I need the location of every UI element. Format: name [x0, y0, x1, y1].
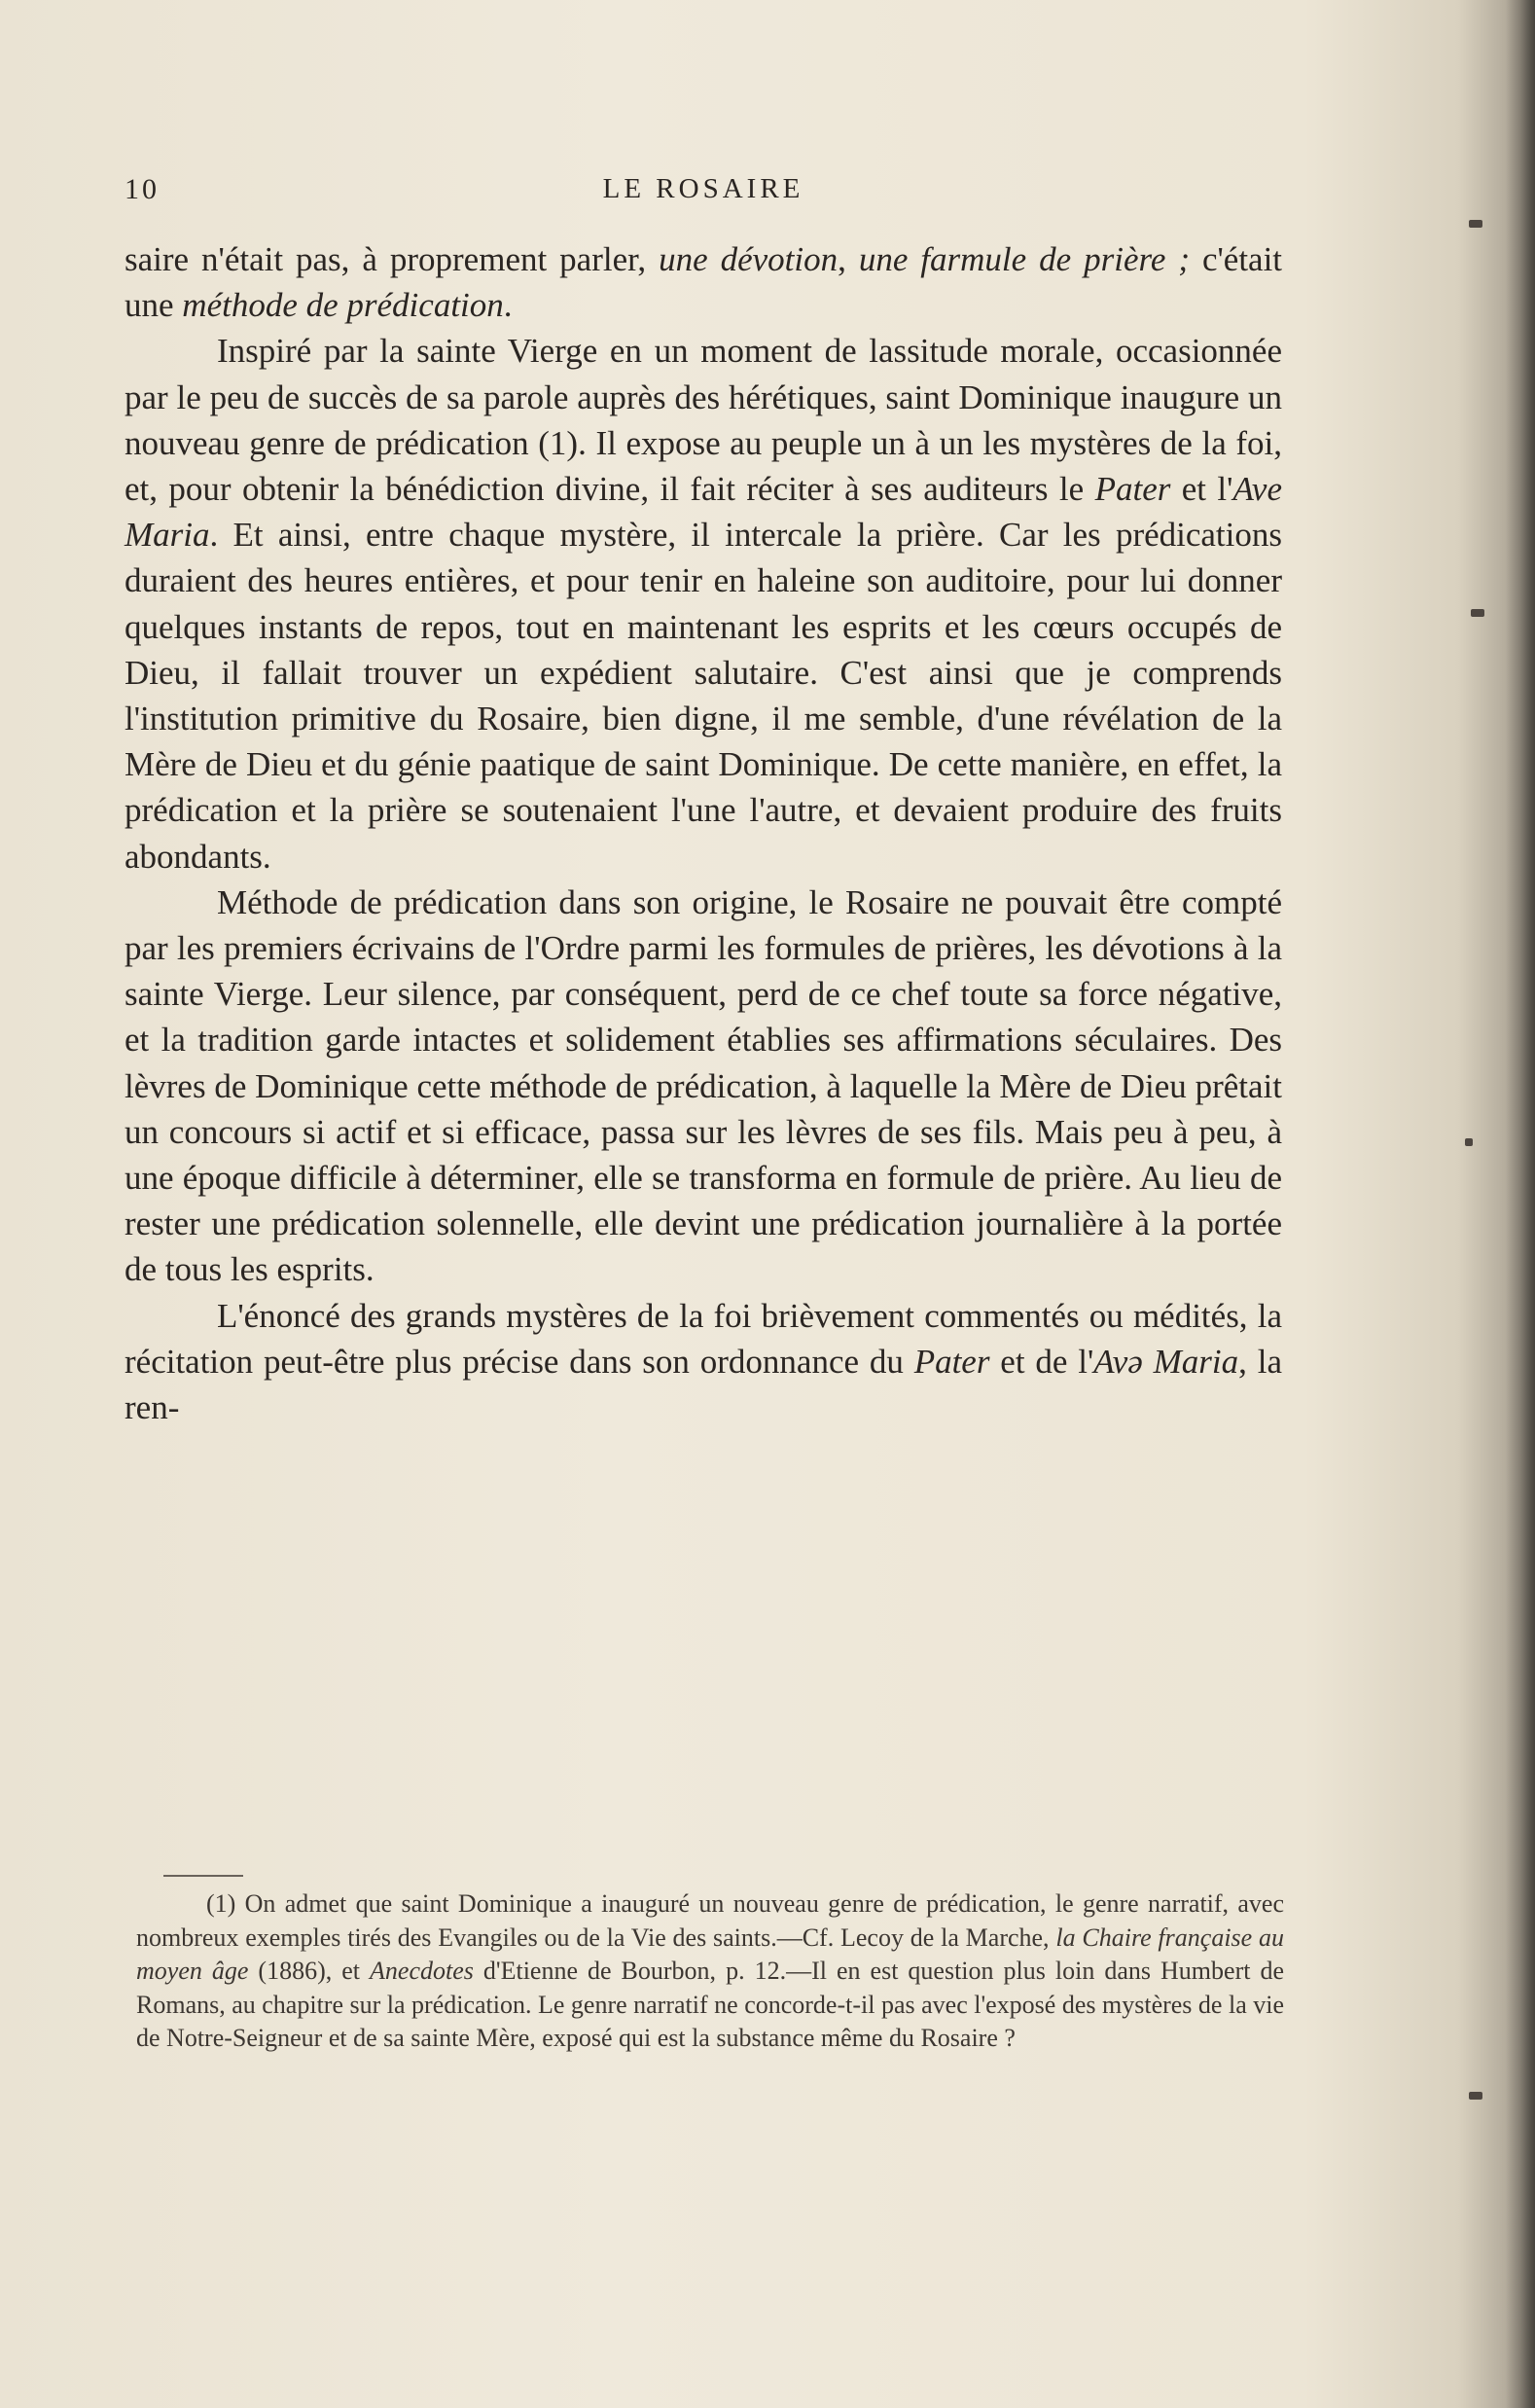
- running-title: LE ROSAIRE: [602, 173, 804, 204]
- paragraph-3: Méthode de prédication dans son origine, le Rosaire ne pouvait être compté par les premiers écrivains de l'Ordre parmi les formules de prières, les dévotions à la sainte Vierge. Leur silence, par conséquent, perd de ce chef toute sa force négative, et la tradition garde intactes et solidement établies ses affirmations séculaires. Des lèvres de Dominique cette méthode de prédication, à laquelle la Mère de Dieu prêtait un concours si actif et si efficace, passa sur les lèvres de ses fils. Mais peu à peu, à une époque difficile à déterminer, elle se transforma en formule de prière. Au lieu de rester une prédication solennelle, elle devint une prédication journalière à la portée de tous les esprits.: [125, 882, 1282, 1289]
- paragraph-1: saire n'était pas, à proprement parler, une dévotion, une farmule de prière ; c'était une méthode de prédication.: [125, 240, 1283, 325]
- body-text: [125, 236, 1282, 1430]
- margin-mark: [1469, 220, 1482, 228]
- page-gutter-shadow: [1506, 0, 1535, 2408]
- paragraph-4: L'énoncé des grands mystères de la foi brièvement commentés ou médités, la récitation peut-être plus précise dans son ordonnance du Pater et de l'Avə Maria, la ren-: [125, 1296, 1282, 1427]
- footnote: (1) On admet que saint Dominique a inauguré un nouveau genre de prédication, le genre narratif, avec nombreux exemples tirés des Evangiles ou de la Vie des saints.—Cf. Lecoy de la Marche, la Chaire française au moyen âge (1886), et Anecdotes d'Etienne de Bourbon, p. 12.—Il en est question plus loin dans Humbert de Romans, au chapitre sur la prédication. Le genre narratif ne concorde-t-il pas avec l'exposé des mystères de la vie de Notre-Seigneur et de sa sainte Mère, exposé qui est la substance même du Rosaire ?: [136, 1889, 1284, 2052]
- footnote-rule: [163, 1875, 243, 1877]
- page-header: [125, 173, 1282, 212]
- margin-mark: [1471, 609, 1484, 617]
- page-number: 10: [125, 173, 160, 205]
- margin-mark: [1469, 2092, 1482, 2100]
- margin-mark: [1465, 1138, 1473, 1146]
- paragraph-2: Inspiré par la sainte Vierge en un moment de lassitude morale, occasionnée par le peu de succès de sa parole auprès des hérétiques, saint Dominique inaugure un nouveau genre de prédication (1). Il expose au peuple un à un les mystères de la foi, et, pour obtenir la bénédiction divine, il fait réciter à ses auditeurs le Pater et l'Ave Maria. Et ainsi, entre chaque mystère, il intercale la prière. Car les prédications duraient des heures entières, et pour tenir en haleine son auditoire, pour lui donner quelques instants de repos, tout en maintenant les esprits et les cœurs occupés de Dieu, il fallait trouver un expédient salutaire. C'est ainsi que je comprends l'institution primitive du Rosaire, bien digne, il me semble, d'une révélation de la Mère de Dieu et du génie paatique de saint Dominique. De cette manière, en effet, la prédication et la prière se soutenaient l'une l'autre, et devaient produire des fruits abondants.: [125, 332, 1282, 876]
